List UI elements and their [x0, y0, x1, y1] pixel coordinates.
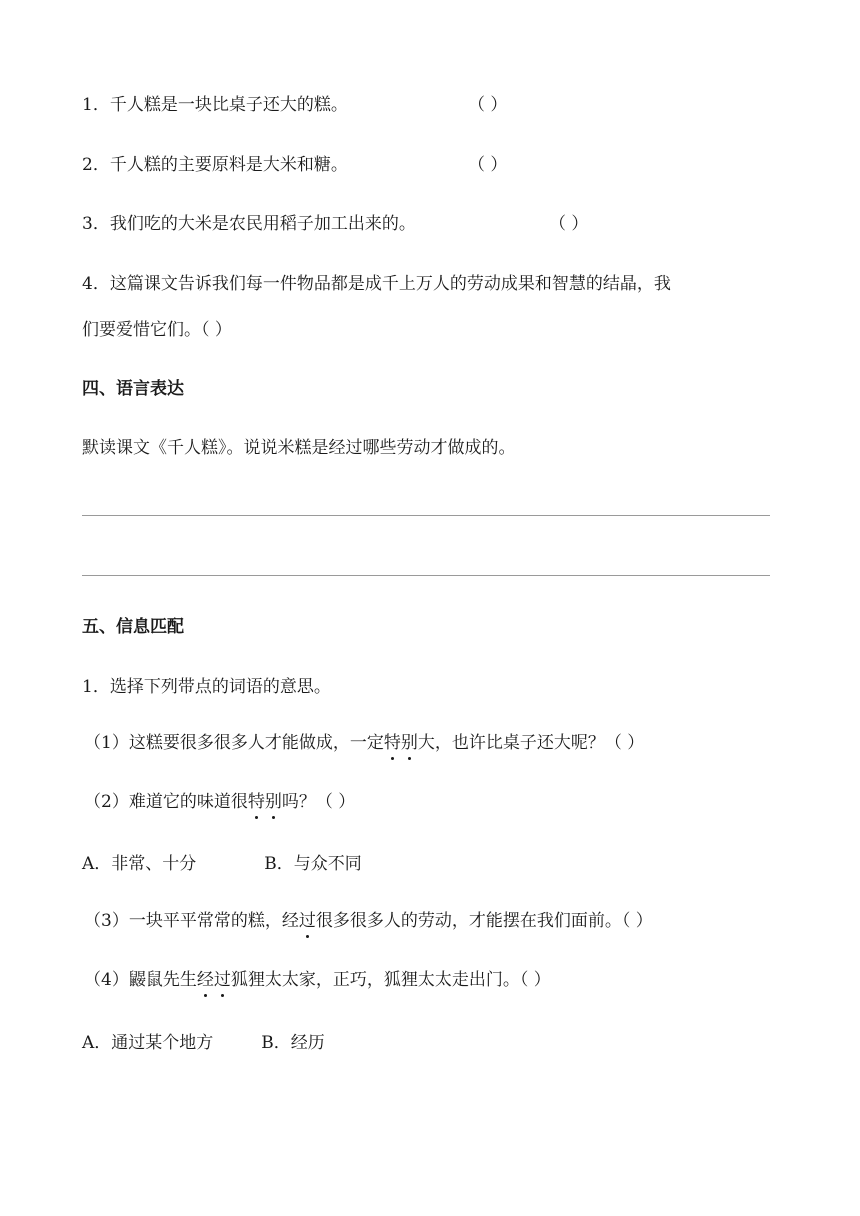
- question-1-text: 1．选择下列带点的词语的意思。: [82, 677, 331, 697]
- judgment-item-2-answer-blank[interactable]: （ ）: [468, 155, 508, 175]
- option-b: B．经历: [261, 1033, 325, 1053]
- section-4-heading: 四、语言表达: [82, 379, 184, 399]
- answer-line-2[interactable]: [82, 575, 770, 576]
- judgment-item-3: [82, 212, 416, 236]
- option-b: B．与众不同: [264, 854, 362, 874]
- judgment-item-1-answer-blank[interactable]: （ ）: [468, 95, 508, 115]
- section-5-heading: 五、信息匹配: [82, 617, 184, 637]
- dotted-char: 过: [298, 911, 316, 931]
- sentence-1: （1）这糕要很多很多人才能做成，一定特别大，也许比桌子还大呢？（ ）: [84, 733, 645, 753]
- dotted-char: 经: [196, 970, 214, 990]
- option-a: A．非常、十分: [82, 854, 197, 874]
- dotted-char: 别: [264, 792, 282, 812]
- dotted-char: 特: [247, 792, 265, 812]
- sentence-4: （4）鼹鼠先生经过狐狸太太家，正巧，狐狸太太走出门。（ ）: [84, 970, 551, 990]
- judgment-item-2-text: 2．千人糕的主要原料是大米和糖。: [82, 155, 348, 175]
- judgment-item-1: [82, 93, 348, 117]
- option-a: A．通过某个地方: [82, 1033, 214, 1053]
- judgment-item-4-text: 4．这篇课文告诉我们每一件物品都是成千上万人的劳动成果和智慧的结晶，我: [82, 274, 671, 294]
- sentence-2: （2）难道它的味道很特别吗？（ ）: [84, 792, 356, 812]
- judgment-item-4: [82, 272, 671, 296]
- judgment-item-3-text: 3．我们吃的大米是农民用稻子加工出来的。: [82, 214, 416, 234]
- dotted-char: 特: [383, 733, 401, 753]
- judgment-item-1-text: 1．千人糕是一块比桌子还大的糕。: [82, 95, 348, 115]
- dotted-char: 过: [213, 970, 231, 990]
- answer-line-1[interactable]: [82, 515, 770, 516]
- options-2: [82, 1031, 325, 1055]
- judgment-item-3-answer-blank[interactable]: （ ）: [549, 214, 589, 234]
- section-4-prompt: 默读课文《千人糕》。说说米糕是经过哪些劳动才做成的。: [82, 438, 516, 458]
- options-1: [82, 852, 362, 876]
- dotted-char: 别: [400, 733, 418, 753]
- judgment-item-2: [82, 153, 348, 177]
- judgment-item-4-continuation[interactable]: 们要爱惜它们。（ ）: [82, 320, 232, 340]
- sentence-3: （3）一块平平常常的糕，经过很多很多人的劳动，才能摆在我们面前。（ ）: [84, 911, 653, 931]
